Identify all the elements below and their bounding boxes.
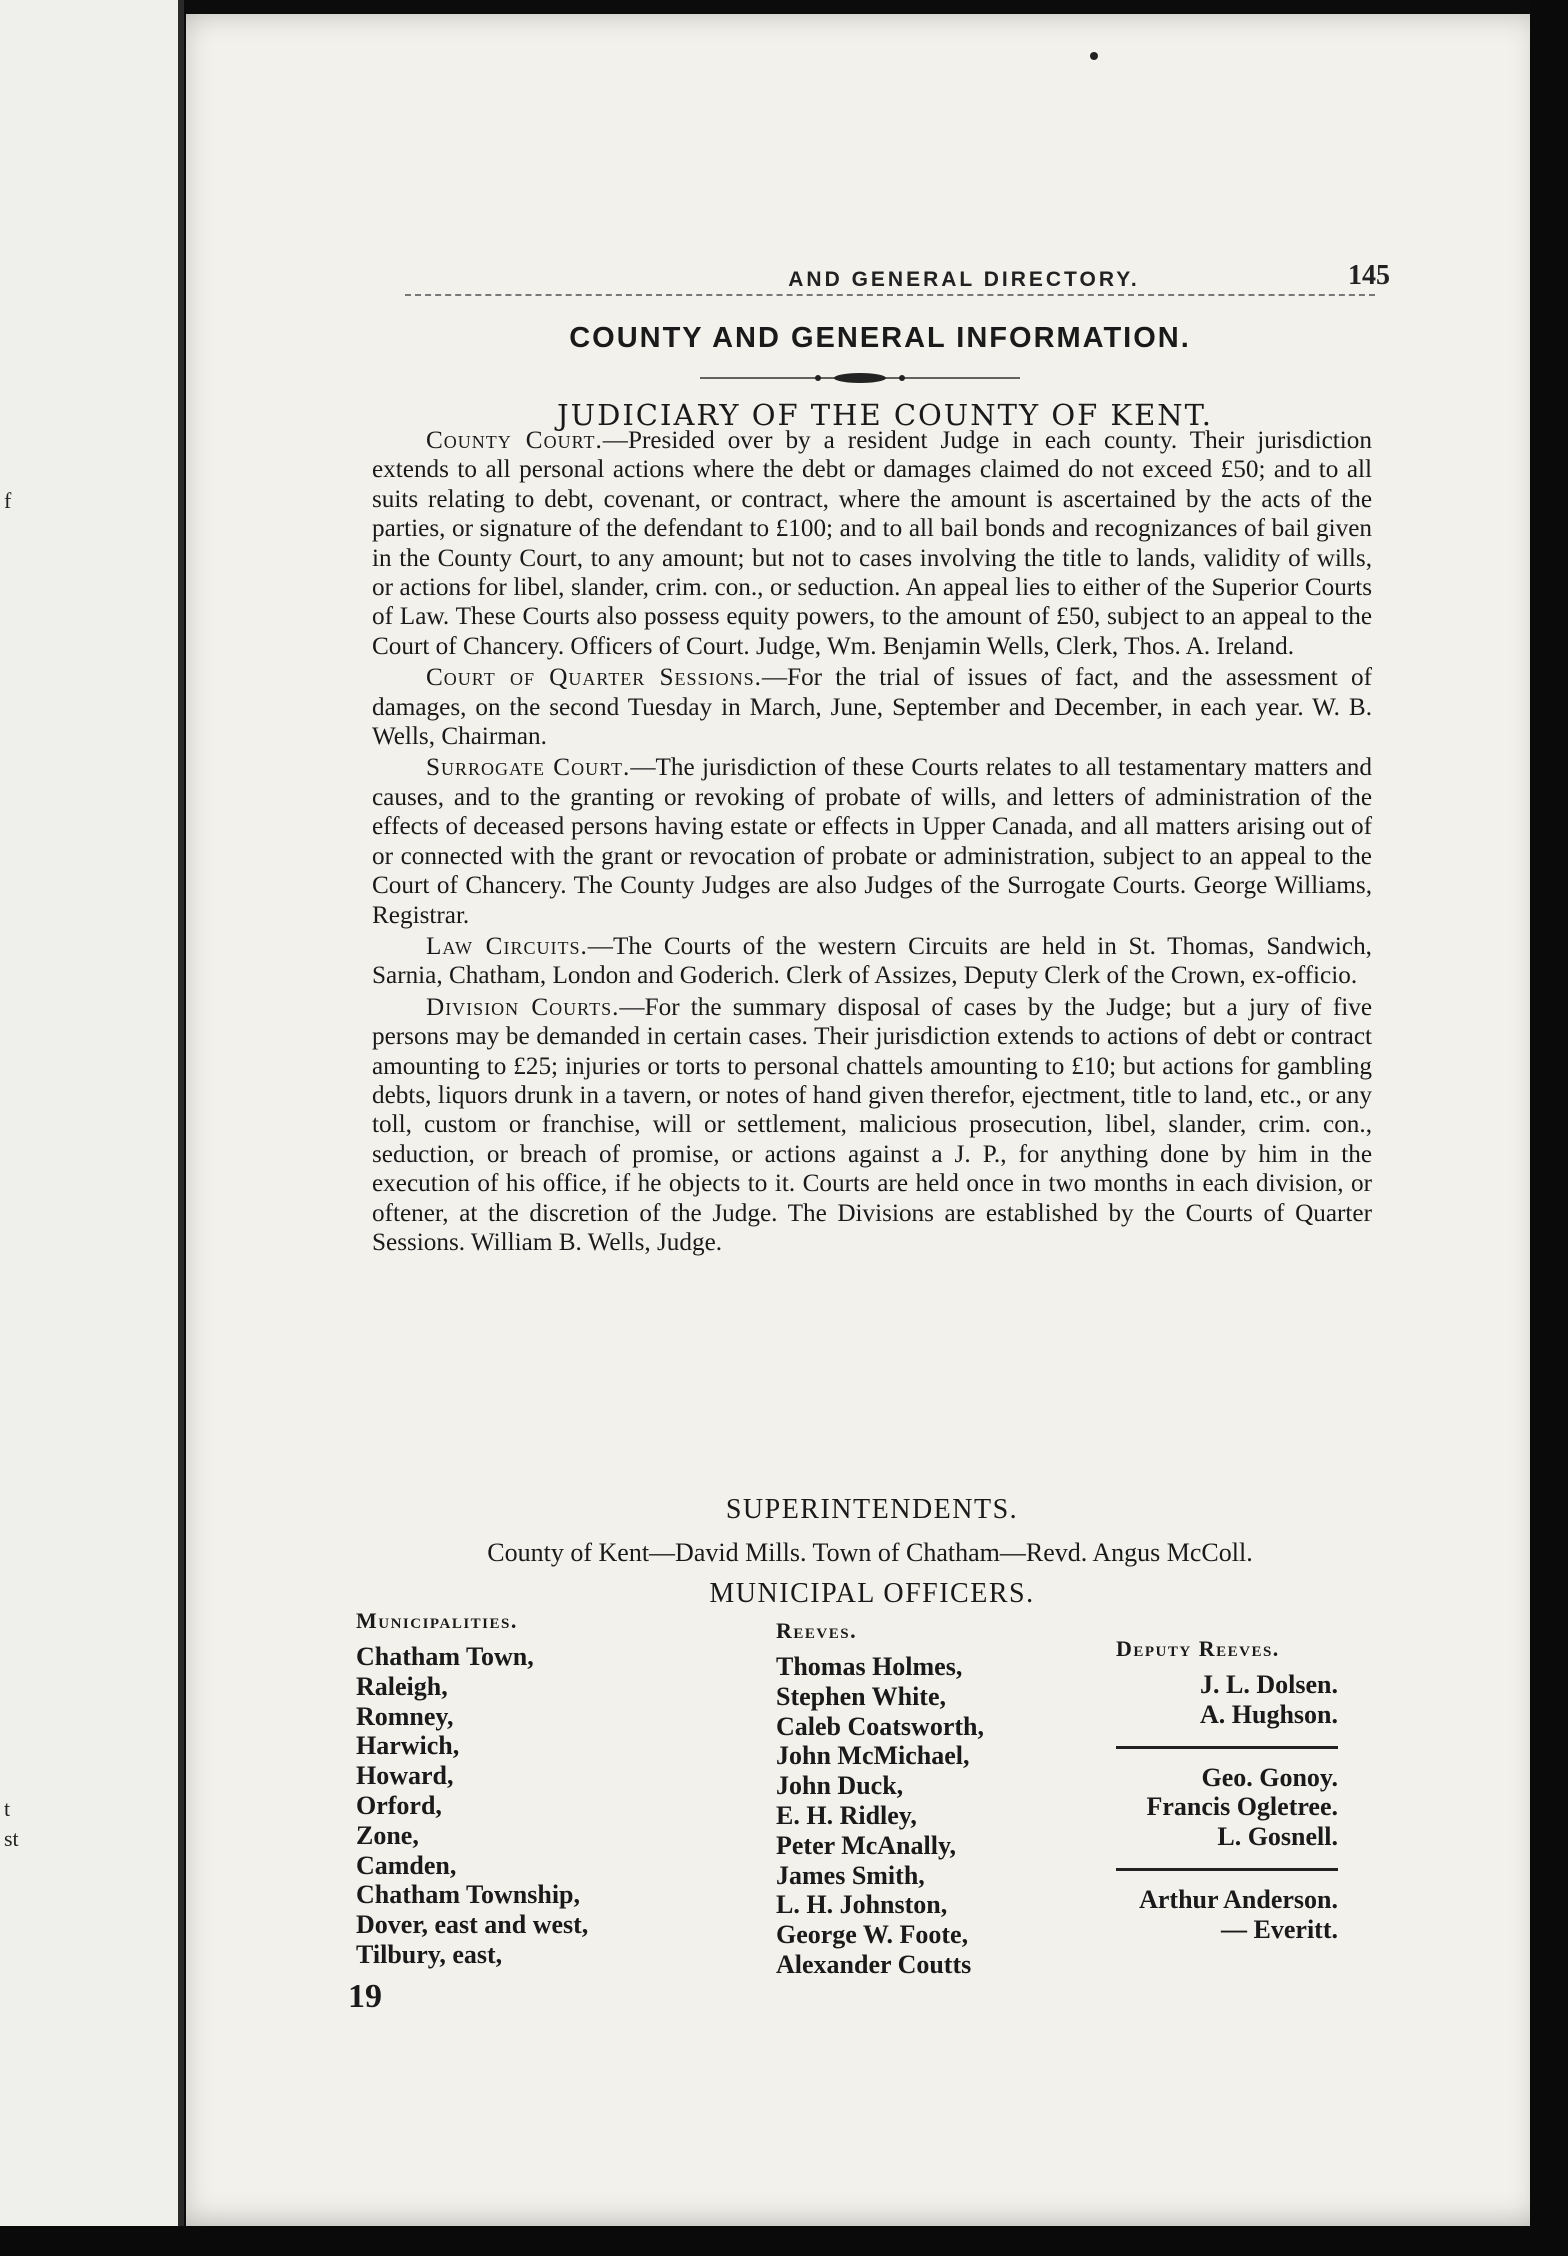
paragraph-body: —For the trial of issues of fact, and the assessment of damages, on the second Tuesday in March, June, September and December, in each year. W. B. Wells, Chairman. [372,664,1372,751]
section-title: JUDICIARY OF THE COUNTY OF KENT. [557,398,1213,432]
list-item: John Duck, [776,1771,904,1801]
signature-mark: 19 [348,1978,382,2015]
municipalities-list [356,1642,646,1970]
title-ornament [700,372,1020,384]
list-item: Zone, [356,1820,419,1850]
group-divider [1116,1868,1338,1871]
paragraph-body: —The Courts of the western Circuits are held in St. Thomas, Sandwich, Sarnia, Chatham, London and Goderich. Clerk of Assizes, Deputy Clerk of the Crown, ex-officio. [372,932,1372,990]
list-item: Camden, [356,1850,457,1880]
list-item: Howard, [356,1761,454,1791]
superintendents-heading: SUPERINTENDENTS. [725,1494,1019,1525]
paragraph-lead: Division Courts. [426,993,620,1021]
paragraph-lead: Surrogate Court. [426,754,631,782]
list-item: Peter McAnally, [776,1830,957,1860]
list-item: Alexander Coutts [776,1949,972,1979]
list-item: Stephen White, [776,1681,946,1711]
municipalities-header: Municipalities. [356,1608,518,1633]
municipalities-column [356,1608,646,1970]
list-item: Chatham Town, [356,1642,534,1671]
page-number: 145 [1348,260,1390,291]
list-item: George W. Foote, [776,1920,969,1950]
paragraph-body: —The jurisdiction of these Courts relates to all testamentary matters and causes, and to the granting or revoking of probate of wills, and letters of administration of the effects of deceased persons having estate or effects in Upper Canada, and all matters arising out of or connected with the grant or revocation of probate or administration, subject to an appeal to the Court of Chancery. The County Judges are also Judges of the Surrogate Courts. George Williams, Registrar. [372,754,1372,929]
list-item: John McMichael, [776,1741,970,1771]
judiciary-text [372,426,1372,1257]
paragraph-body: —For the summary disposal of cases by the Judge; but a jury of five persons may be demanded in certain cases. Their jurisdiction extends to actions of debt or contract amounting to £25; injuries or torts to personal chattels amounting to £10; but actions for gambling debts, liquors drunk in a tavern, or notes of hand given therefor, ejectment, title to land, etc., or any toll, custom or franchise, will or settlement, malicious prosecution, libel, slander, crim. con., seduction, or breach of promise, or actions against a J. P., for anything done by him in the execution of his office, if he objects to it. Courts are held once in two months in each division, or oftener, at the discretion of the Judge. The Divisions are established by the Courts of Quarter Sessions. William B. Wells, Judge. [372,993,1372,1256]
paragraph-lead: Law Circuits. [426,932,588,960]
deputy-reeves-column [1116,1636,1338,1945]
previous-page-edge [0,0,184,2256]
scan-border-bottom [0,2226,1568,2256]
list-item: Dover, east and west, [356,1910,589,1940]
list-item: A. Hughson. [1200,1699,1338,1729]
reeves-column [776,1618,1076,1980]
list-item: L. Gosnell. [1217,1822,1338,1852]
ink-speck [1090,52,1098,60]
list-item: Romney, [356,1701,454,1731]
list-item: Thomas Holmes, [776,1652,963,1681]
margin-letter: t [4,1796,11,1821]
list-item: Tilbury, east, [356,1939,503,1969]
list-item: — Everitt. [1221,1914,1338,1944]
header-rule [405,294,1375,296]
list-item: Geo. Gonoy. [1201,1762,1338,1792]
group-divider [1116,1746,1338,1749]
list-item: Chatham Township, [356,1880,580,1910]
paragraph-lead: County Court. [426,427,603,454]
list-item: Orford, [356,1790,442,1820]
scan-border-right [1530,0,1568,2256]
main-title: COUNTY AND GENERAL INFORMATION. [569,322,1191,354]
list-item: Raleigh, [356,1671,448,1701]
paragraph-division-courts [372,993,1372,1258]
list-item: Francis Ogletree. [1146,1792,1338,1822]
running-header [520,252,1390,292]
list-item: L. H. Johnston, [776,1890,948,1920]
paragraph-surrogate-court [372,753,1372,929]
reeves-list [776,1652,1076,1980]
list-item: E. H. Ridley, [776,1800,917,1830]
paragraph-county-court [372,426,1372,661]
paragraph-lead: Court of Quarter Sessions. [426,664,762,692]
list-item: Harwich, [356,1731,460,1761]
list-item: Arthur Anderson. [1139,1884,1338,1914]
reeves-header: Reeves. [776,1618,858,1643]
deputy-group [1116,1670,1338,1730]
paragraph-body: —Presided over by a resident Judge in each county. Their jurisdiction extends to all personal actions where the debt or damages claimed do not exceed £50; and to all suits relating to debt, covenant, or contract, where the amount is ascertained by the acts of the parties, or signature of the defendant to £100; and to all bail bonds and recognizances of bail given in the County Court, to any amount; but not to cases involving the title to lands, validity of wills, or actions for libel, slander, crim. con., or seduction. An appeal lies to either of the Superior Courts of Law. These Courts also possess equity powers, to the amount of £50, subject to an appeal to the Court of Chancery. Officers of Court. Judge, Wm. Benjamin Wells, Clerk, Thos. A. Ireland. [372,427,1372,660]
deputy-group [1116,1885,1338,1945]
running-head-title: AND GENERAL DIRECTORY. [788,268,1140,291]
paragraph-quarter-sessions [372,663,1372,751]
list-item: James Smith, [776,1860,925,1890]
paragraph-law-circuits [372,932,1372,991]
margin-letter: st [4,1826,19,1851]
list-item: J. L. Dolsen. [1200,1670,1338,1699]
deputy-reeves-header: Deputy Reeves. [1116,1636,1280,1661]
deputy-group [1116,1763,1338,1852]
municipal-officers-heading: MUNICIPAL OFFICERS. [709,1578,1035,1609]
superintendents-line: County of Kent—David Mills. Town of Chatham—Revd. Angus McColl. [487,1538,1253,1567]
margin-letter: f [4,488,12,513]
list-item: Caleb Coatsworth, [776,1711,984,1741]
